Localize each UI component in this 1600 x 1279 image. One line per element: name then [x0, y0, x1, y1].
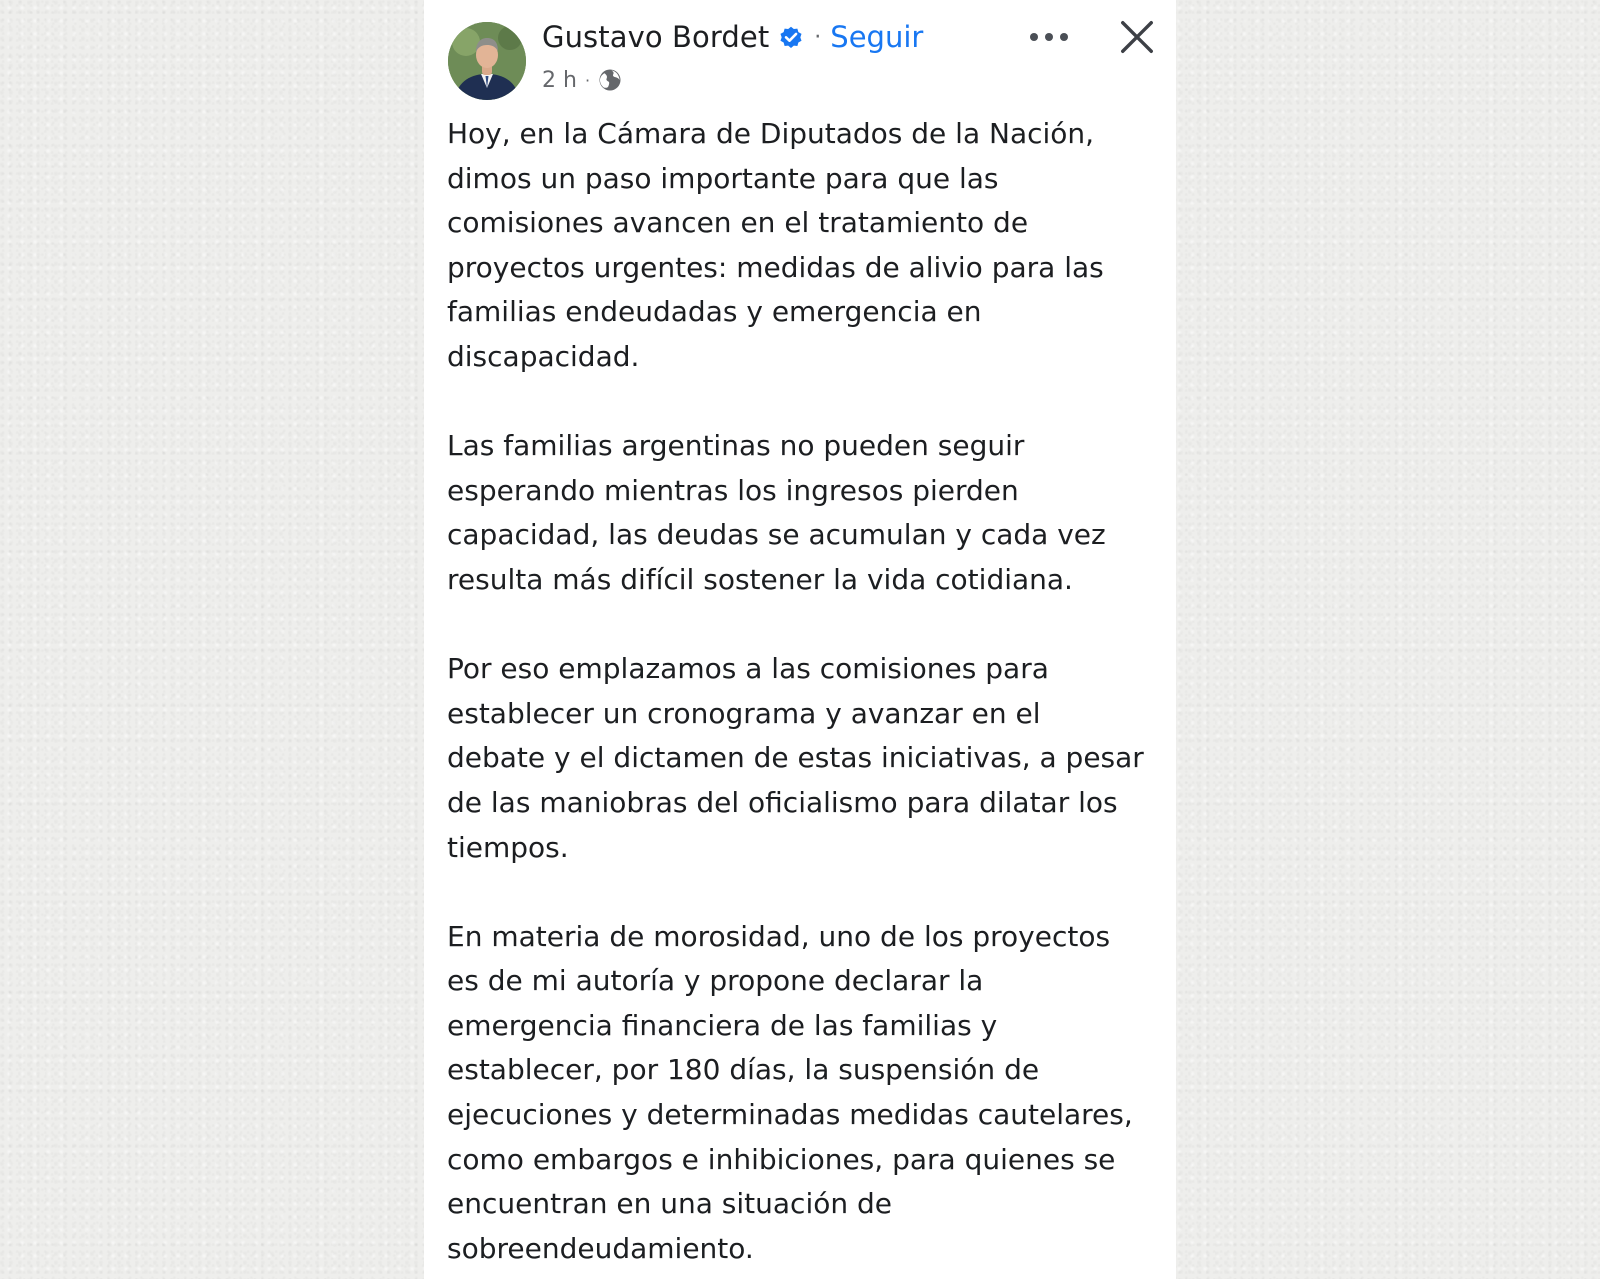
post-paragraph-4: En materia de morosidad, uno de los proyectos es de mi autoría y propone declarar la emergencia financiera de las familias y establecer, por 180 días, la suspensión de ejecuciones y determinadas medidas cautelares, como embargos e inhibiciones, para quienes se encuentran en una situación de sobreendeudamiento. [447, 919, 1133, 1265]
close-icon [1118, 18, 1156, 56]
post-paragraph-1: Hoy, en la Cámara de Diputados de la Nación, dimos un paso importante para que las comisiones avancen en el tratamiento de proyectos urgentes: medidas de alivio para las familias endeudadas y emergencia en discapacidad. [447, 117, 1104, 373]
separator-dot: · [814, 24, 822, 50]
author-row [542, 14, 923, 60]
more-options-icon [1029, 32, 1069, 42]
meta-separator-dot: · [584, 70, 591, 90]
post-paragraph-3: Por eso emplazamos a las comisiones para establecer un cronograma y avanzar en el debate y el dictamen de estas iniciativas, a pesar de las maniobras del oficialismo para dilatar los tiempos. [447, 652, 1144, 864]
close-button[interactable] [1114, 14, 1160, 60]
verified-badge-icon [778, 24, 804, 50]
post-text [447, 112, 1159, 1279]
post-card [424, 0, 1176, 1279]
post-timestamp[interactable]: 2 h [542, 67, 577, 93]
author-name[interactable]: Gustavo Bordet [542, 20, 770, 54]
follow-button[interactable]: Seguir [830, 20, 924, 54]
post-meta [542, 64, 622, 96]
post-paragraph-2: Las familias argentinas no pueden seguir esperando mientras los ingresos pierden capacidad, las deudas se acumulan y cada vez resulta más difícil sostener la vida cotidiana. [447, 429, 1106, 596]
globe-icon[interactable] [598, 68, 622, 92]
avatar[interactable] [448, 22, 526, 100]
more-options-button[interactable] [1024, 20, 1074, 54]
avatar-photo [448, 22, 526, 100]
